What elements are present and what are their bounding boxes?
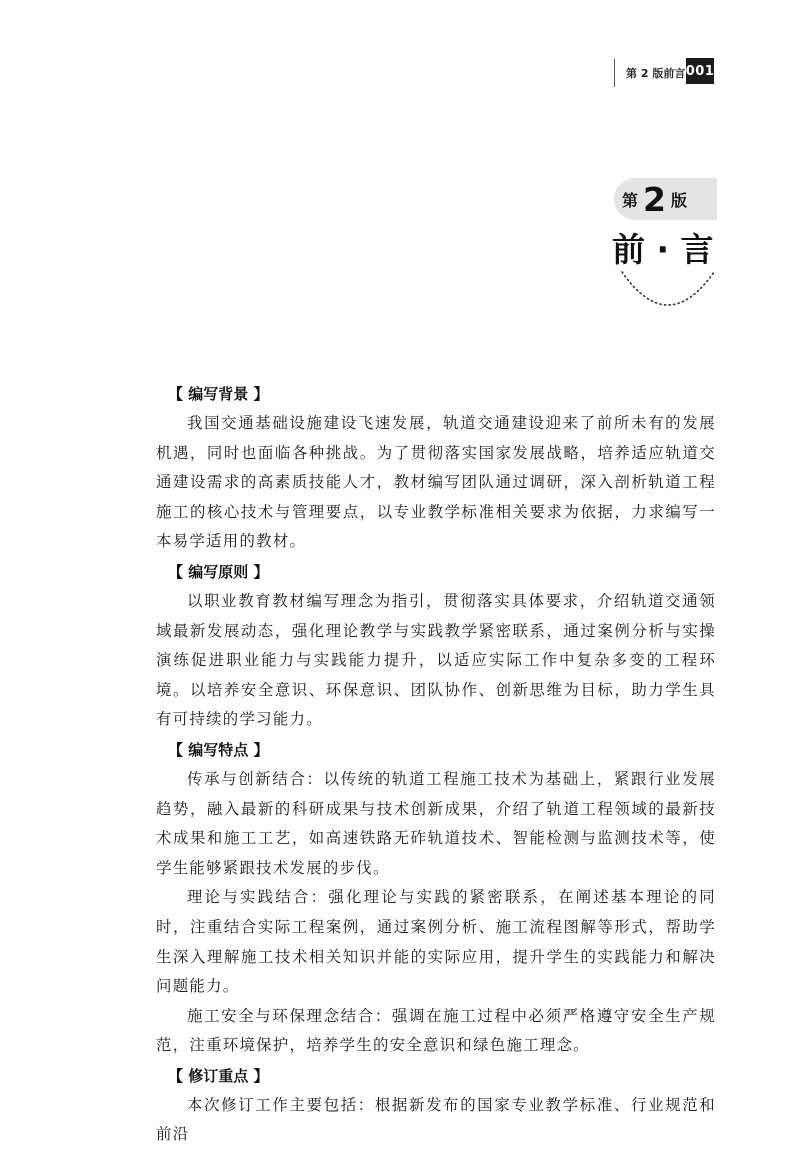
paragraph: 本次修订工作主要包括：根据新发布的国家专业教学标准、行业规范和前沿 (156, 1095, 716, 1144)
paragraph: 以职业教育教材编写理念为指引，贯彻落实具体要求，介绍轨道交通领域最新发展动态，强化理论教学与实践教学紧密联系，通过案例分析与实操演练促进职业能力与实践能力提升，以适应实际工作中复杂多变的工程环境。以培养安全意识、环保意识、团队协作、创新思维为目标，助力学生具有可持续的学习能力。 (156, 591, 716, 729)
chapter-title: 前 · 言 (612, 230, 714, 269)
section-heading: 【 编写特点 】 (168, 740, 269, 759)
edition-badge (622, 178, 687, 220)
section-revision (156, 1061, 716, 1150)
running-header-title: 第 2 版前言 (626, 67, 686, 80)
dotted-arc-decoration (620, 268, 716, 312)
paragraph: 理论与实践结合：强化理论与实践的紧密联系，在阐述基本理论的同时，注重结合实际工程案例，通过案例分析、施工流程图解等形式，帮助学生深入理解施工技术相关知识并能的实际应用，提升学生的实践能力和解决问题能力。 (156, 888, 716, 996)
section-principles (156, 557, 716, 735)
edition-badge-suffix: 版 (670, 190, 687, 210)
page-number: 001 (686, 58, 714, 84)
paragraph: 我国交通基础设施建设飞速发展，轨道交通建设迎来了前所未有的发展机遇，同时也面临各种挑战。为了贯彻落实国家发展战略，培养适应轨道交通建设需求的高素质技能人才，教材编写团队通过调研，深入剖析轨道工程施工的核心技术与管理要点，以专业教学标准相关要求为依据，力求编写一本易学适用的教材。 (156, 414, 716, 551)
section-background (156, 379, 716, 557)
edition-badge-prefix: 第 (622, 190, 639, 210)
paragraph: 施工安全与环保理念结合：强调在施工过程中必须严格遵守安全生产规范，注重环境保护，培养学生的安全意识和绿色施工理念。 (156, 1006, 716, 1055)
edition-badge-number: 2 (643, 179, 666, 219)
section-heading: 【 编写背景 】 (168, 385, 269, 403)
section-features (156, 735, 716, 1061)
paragraph: 传承与创新结合：以传统的轨道工程施工技术为基础上，紧跟行业发展趋势，融入最新的科研成果与技术创新成果，介绍了轨道工程领域的最新技术成果和施工工艺，如高速铁路无砟轨道技术、智能检测与监测技术等，使学生能够紧跟技术发展的步伐。 (156, 769, 716, 877)
section-heading: 【 修订重点 】 (168, 1066, 269, 1085)
section-heading: 【 编写原则 】 (168, 562, 269, 581)
header-divider (614, 59, 615, 87)
preface-body (156, 379, 716, 1150)
